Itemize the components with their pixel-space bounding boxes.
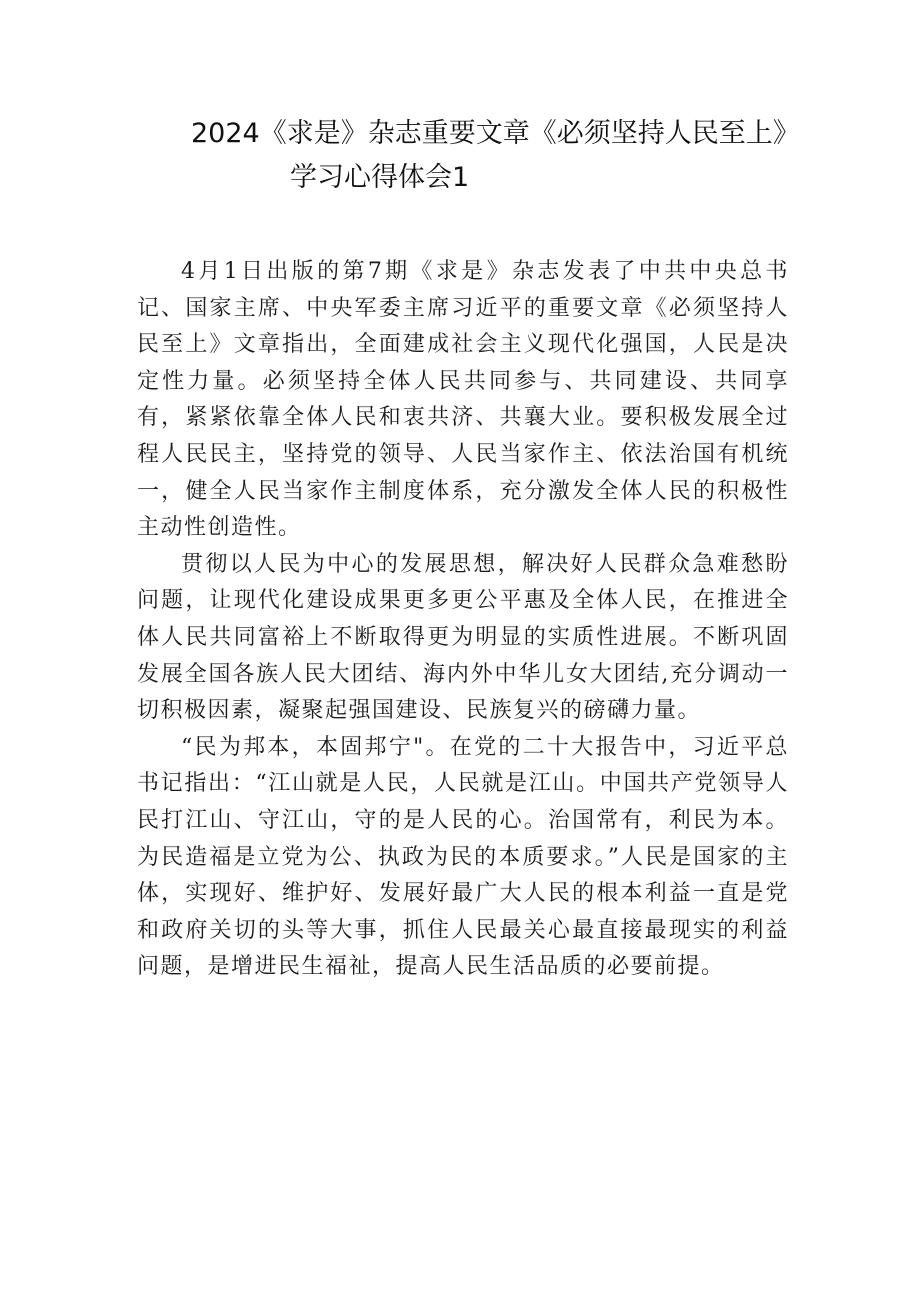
paragraph-3: “民为邦本，本固邦宁"。在党的二十大报告中，习近平总书记指出：“江山就是人民，人民就是江山。中国共产党领导人民打江山、守江山，守的是人民的心。治国常有，利民为本。为民造福是立党为公、执政为民的本质要求。”人民是国家的主体，实现好、维护好、发展好最广大人民的根本利益一直是党和政府关切的头等大事，抓住人民最关心最直接最现实的利益问题，是增进民生福祉，提高人民生活品质的必要前提。: [137, 734, 789, 980]
paragraph-1: 4月1日出版的第7期《求是》杂志发表了中共中央总书记、国家主席、中央军委主席习近平的重要文章《必须坚持人民至上》文章指出，全面建成社会主义现代化强国，人民是决定性力量。必须坚持全体人民共同参与、共同建设、共同享有，紧紧依靠全体人民和衷共济、共襄大业。要积极发展全过程人民民主，坚持党的领导、人民当家作主、依法治国有机统一，健全人民当家作主制度体系，充分激发全体人民的积极性主动性创造性。: [137, 259, 789, 541]
document-body: [137, 254, 789, 986]
paragraph-2: 贯彻以人民为中心的发展思想，解决好人民群众急难愁盼问题，让现代化建设成果更多更公平惠及全体人民，在推进全体人民共同富裕上不断取得更为明显的实质性进展。不断巩固发展全国各族人民大团结、海内外中华儿女大团结,充分调动一切积极因素，凝聚起强国建设、民族复兴的磅礴力量。: [137, 551, 789, 724]
title-line-2: 学习心得体会1: [290, 162, 470, 193]
title-line-1: 2024《求是》杂志重要文章《必须坚持人民至上》: [191, 118, 800, 149]
document-title: [0, 112, 920, 200]
